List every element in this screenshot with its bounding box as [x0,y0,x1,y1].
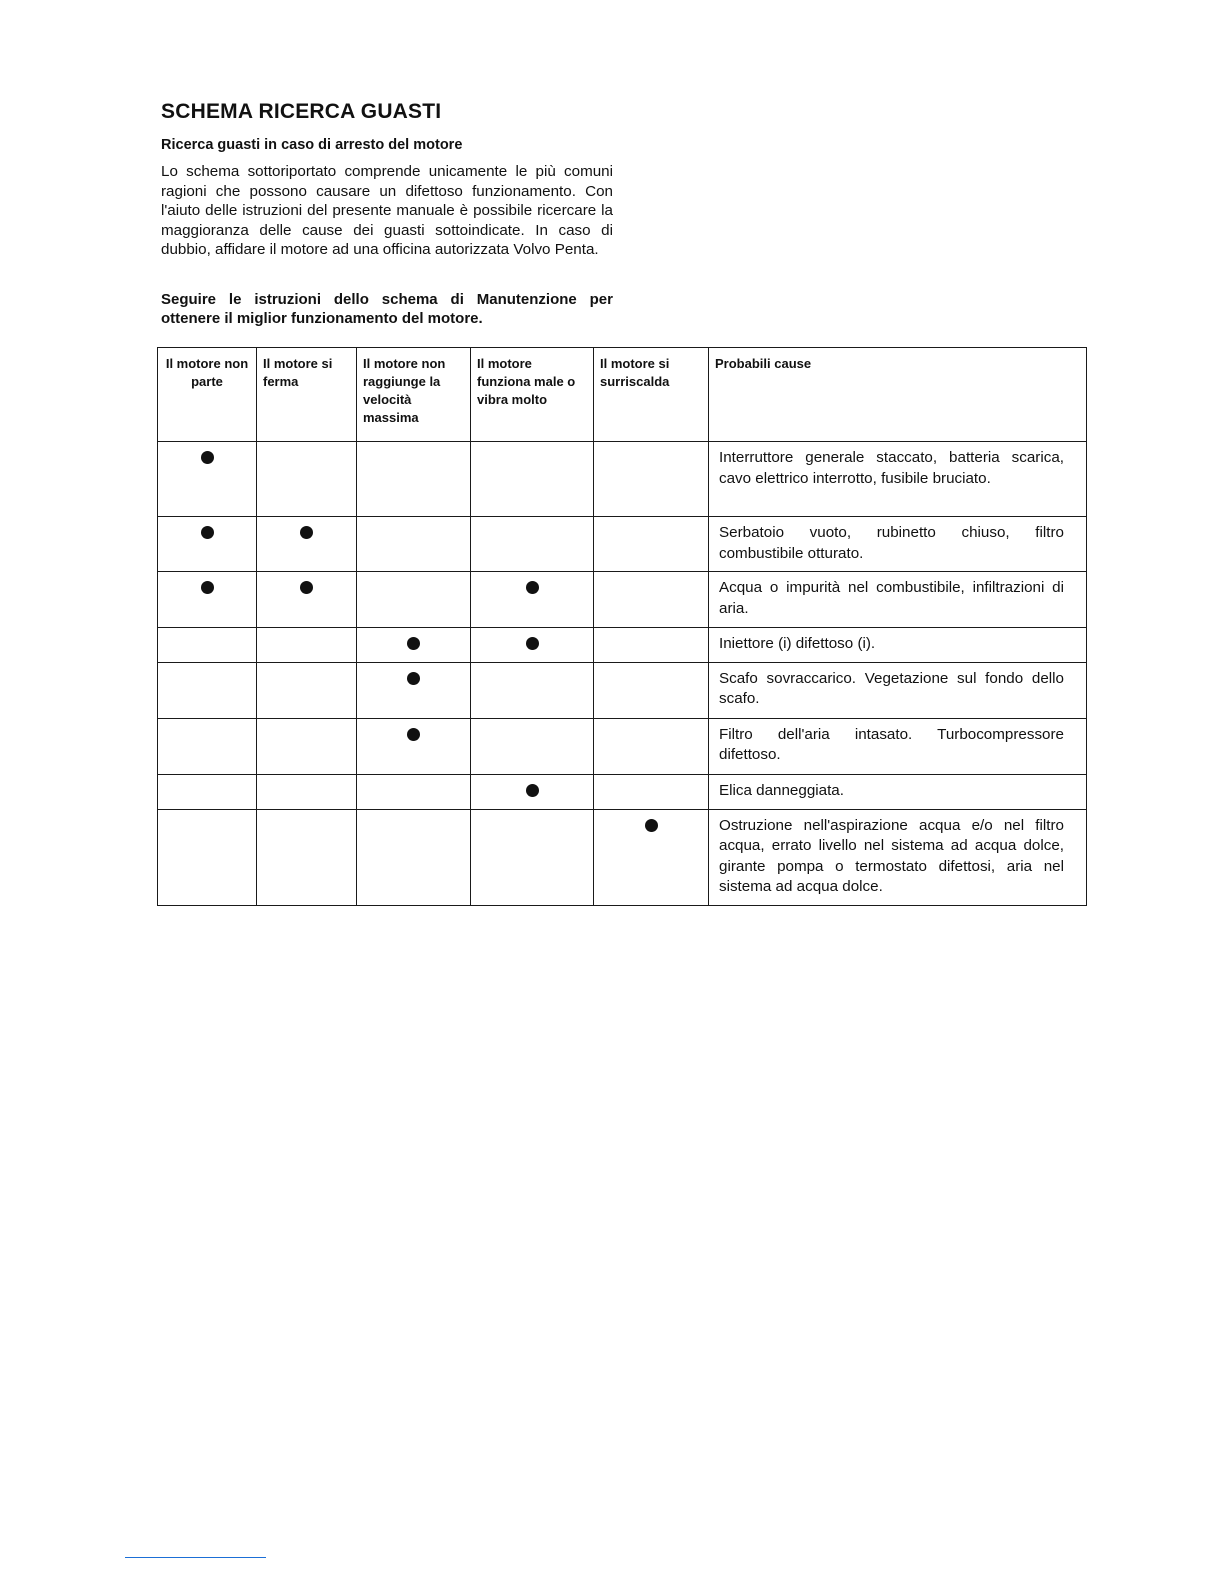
symptom-dot [407,672,420,685]
cause-cell: Acqua o impurità nel combustibile, infiltrazioni di aria. [709,572,1087,628]
symptom-dot [526,784,539,797]
table-header-row [158,348,1087,442]
symptom-dot [526,581,539,594]
mark-cell [357,628,471,663]
symptom-dot [300,581,313,594]
symptom-dot [407,728,420,741]
table-body [158,442,1087,906]
mark-cell [158,809,257,905]
mark-cell [158,442,257,517]
header-stops: Il motore si ferma [257,348,357,442]
footer-rule [125,1557,266,1558]
mark-cell [257,809,357,905]
cause-cell: Scafo sovraccarico. Vegetazione sul fondo dello scafo. [709,662,1087,718]
mark-cell [357,517,471,572]
page-title: SCHEMA RICERCA GUASTI [161,100,442,123]
intro-paragraph: Lo schema sottoriportato comprende unicamente le più comuni ragioni che possono causare un difettoso funzionamento. Con l'aiuto delle istruzioni del presente manuale è possibile ricercare la maggioranza delle cause dei guasti sottoindicate. In caso di dubbio, affidare il motore ad una officina autorizzata Volvo Penta. [161,163,613,259]
mark-cell [594,442,709,517]
mark-cell [594,662,709,718]
cause-cell: Filtro dell'aria intasato. Turbocompressore difettoso. [709,718,1087,774]
mark-cell [471,517,594,572]
mark-cell [357,662,471,718]
mark-cell [257,718,357,774]
mark-cell [257,442,357,517]
mark-cell [594,809,709,905]
symptom-dot [300,526,313,539]
header-probable-causes: Probabili cause [709,348,1087,442]
mark-cell [594,572,709,628]
mark-cell [471,628,594,663]
mark-cell [357,718,471,774]
header-no-start: Il motore non parte [158,348,257,442]
mark-cell [257,517,357,572]
table-row [158,662,1087,718]
maintenance-advice: Seguire le istruzioni dello schema di Manutenzione per ottenere il miglior funzionamento del motore. [161,291,613,327]
table-row [158,809,1087,905]
mark-cell [594,517,709,572]
mark-cell [158,774,257,809]
mark-cell [471,442,594,517]
header-runs-badly: Il motore funziona male o vibra molto [471,348,594,442]
mark-cell [471,774,594,809]
mark-cell [357,809,471,905]
mark-cell [471,662,594,718]
mark-cell [257,662,357,718]
mark-cell [158,628,257,663]
table-row [158,774,1087,809]
symptom-dot [526,637,539,650]
header-no-max-speed: Il motore non raggiunge la velocità massima [357,348,471,442]
mark-cell [471,572,594,628]
section-subtitle: Ricerca guasti in caso di arresto del motore [161,137,463,153]
symptom-dot [407,637,420,650]
table-row [158,517,1087,572]
header-overheats: Il motore si surriscalda [594,348,709,442]
mark-cell [471,718,594,774]
mark-cell [471,809,594,905]
mark-cell [357,442,471,517]
mark-cell [257,628,357,663]
mark-cell [357,572,471,628]
cause-cell: Iniettore (i) difettoso (i). [709,628,1087,663]
mark-cell [257,774,357,809]
mark-cell [357,774,471,809]
troubleshooting-table [157,347,1087,906]
cause-cell: Interruttore generale staccato, batteria scarica, cavo elettrico interrotto, fusibile bruciato. [709,442,1087,517]
symptom-dot [201,581,214,594]
table-row [158,628,1087,663]
mark-cell [257,572,357,628]
table-row [158,718,1087,774]
mark-cell [158,662,257,718]
symptom-dot [645,819,658,832]
cause-cell: Elica danneggiata. [709,774,1087,809]
table-row [158,572,1087,628]
mark-cell [594,774,709,809]
mark-cell [158,718,257,774]
symptom-dot [201,526,214,539]
cause-cell: Serbatoio vuoto, rubinetto chiuso, filtro combustibile otturato. [709,517,1087,572]
mark-cell [594,718,709,774]
symptom-dot [201,451,214,464]
cause-cell: Ostruzione nell'aspirazione acqua e/o nel filtro acqua, errato livello nel sistema ad acqua dolce, girante pompa o termostato difettosi, aria nel sistema ad acqua dolce. [709,809,1087,905]
mark-cell [158,517,257,572]
mark-cell [158,572,257,628]
mark-cell [594,628,709,663]
table-row [158,442,1087,517]
